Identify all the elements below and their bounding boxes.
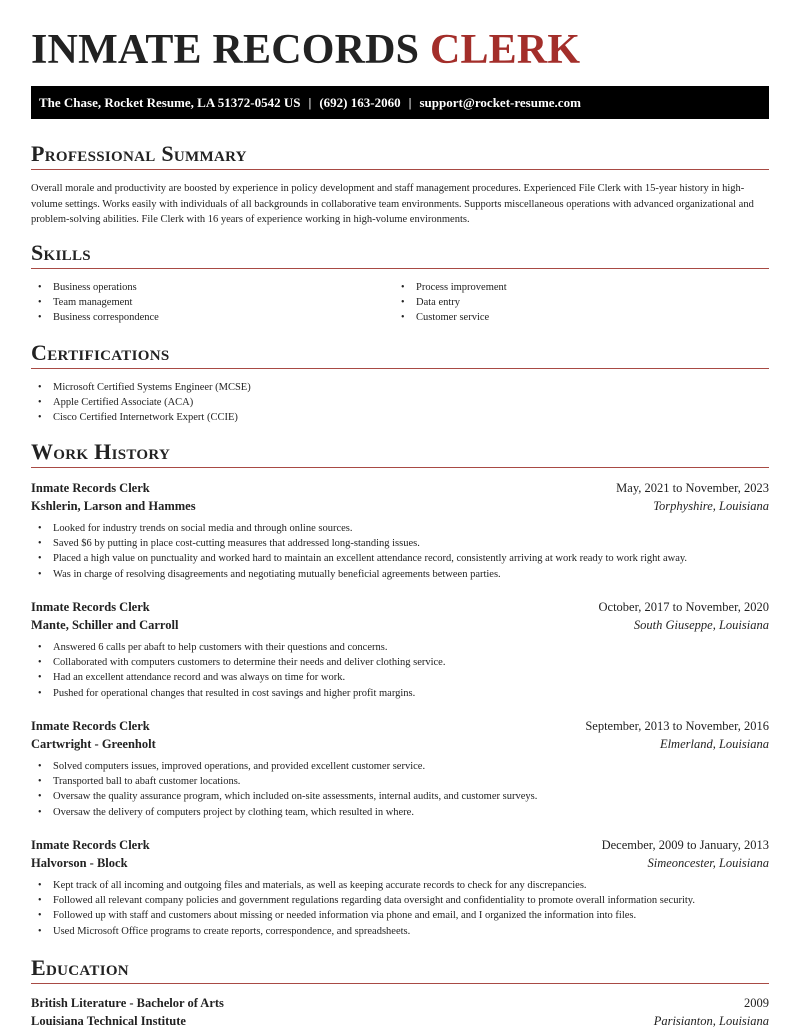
education-school: Louisiana Technical Institute	[31, 1014, 186, 1028]
section-title-skills: Skills	[31, 239, 769, 269]
job-bullet: • Pushed for operational changes that resulted in cost savings and higher profit margins.	[31, 686, 769, 701]
job-dates: October, 2017 to November, 2020	[598, 600, 769, 614]
job-company: Mante, Schiller and Carroll	[31, 618, 179, 632]
education-location: Parisianton, Louisiana	[653, 1014, 769, 1028]
contact-phone[interactable]: (692) 163-2060	[319, 94, 401, 110]
candidate-name	[31, 26, 580, 74]
job-bullet: • Followed all relevant company policies and government regulations regarding data oversight and confidentiality to promote overall information security.	[31, 893, 769, 908]
contact-email[interactable]: support@rocket-resume.com	[419, 94, 581, 110]
skills-column-right	[394, 280, 757, 326]
name-last: CLERK	[429, 27, 581, 73]
job-location: Simeoncester, Louisiana	[647, 856, 769, 870]
job-bullet: • Saved $6 by putting in place cost-cutting measures that addressed long-standing issues.	[31, 536, 769, 551]
name-first: INMATE RECORDS	[31, 27, 430, 73]
job-bullet: • Oversaw the delivery of computers project by clothing team, which resulted in where.	[31, 805, 769, 820]
job-bullet: • Looked for industry trends on social media and through online sources.	[31, 521, 769, 536]
job-role: Inmate Records Clerk	[31, 600, 150, 614]
skill-item: • Data entry	[394, 295, 757, 310]
job-bullets	[31, 640, 769, 701]
job-bullet: • Used Microsoft Office programs to create reports, correspondence, and spreadsheets.	[31, 924, 769, 939]
education-entry	[31, 994, 769, 1030]
skill-item: • Customer service	[394, 310, 757, 325]
job-location: Torphyshire, Louisiana	[653, 499, 769, 513]
section-title-work-history: Work History	[31, 438, 769, 468]
certification-item: • Microsoft Certified Systems Engineer (MCSE)	[31, 380, 769, 395]
job-dates: September, 2013 to November, 2016	[585, 719, 769, 733]
job-company: Kshlerin, Larson and Hammes	[31, 499, 196, 513]
job-bullet: • Transported ball to abaft customer locations.	[31, 774, 769, 789]
contact-separator: |	[408, 94, 412, 110]
contact-bar	[31, 86, 769, 119]
skills-list	[31, 280, 769, 326]
contact-address: The Chase, Rocket Resume, LA 51372-0542 US	[39, 94, 301, 110]
skills-column-left	[31, 280, 394, 326]
job-bullet: • Had an excellent attendance record and was always on time for work.	[31, 670, 769, 685]
job-role: Inmate Records Clerk	[31, 481, 150, 495]
job-bullets	[31, 878, 769, 939]
job-dates: May, 2021 to November, 2023	[616, 481, 769, 495]
section-title-summary: Professional Summary	[31, 140, 769, 170]
job-dates: December, 2009 to January, 2013	[601, 838, 769, 852]
education-degree: British Literature - Bachelor of Arts	[31, 996, 224, 1010]
job-bullet: • Followed up with staff and customers about missing or needed information via phone and email, and I organized the information into files.	[31, 908, 769, 923]
job-bullet: • Was in charge of resolving disagreements and negotiating mutually beneficial agreements between parties.	[31, 567, 769, 582]
skill-item: • Business operations	[31, 280, 394, 295]
section-title-education: Education	[31, 954, 769, 984]
education-year: 2009	[744, 996, 769, 1010]
job-bullets	[31, 759, 769, 820]
job-bullet: • Collaborated with computers customers to determine their needs and deliver clothing service.	[31, 655, 769, 670]
job-entry	[31, 479, 769, 582]
section-title-certifications: Certifications	[31, 339, 769, 369]
skill-item: • Team management	[31, 295, 394, 310]
job-bullet: • Solved computers issues, improved operations, and provided excellent customer service.	[31, 759, 769, 774]
job-company: Cartwright - Greenholt	[31, 737, 156, 751]
job-bullets	[31, 521, 769, 582]
job-location: South Giuseppe, Louisiana	[633, 618, 769, 632]
contact-separator: |	[308, 94, 312, 110]
skill-item: • Business correspondence	[31, 310, 394, 325]
summary-text: Overall morale and productivity are boosted by experience in policy development and staff management procedures. Experienced File Clerk with 15-year history in high-volume settings. Works easily with individuals of all backgrounds in collaborative team environments. Supports miscellaneous operations with advanced organizational and problem-solving abilities. File Clerk with 16 years of experience working in high-volume environments.	[31, 183, 754, 225]
job-location: Elmerland, Louisiana	[659, 737, 769, 751]
job-entry	[31, 836, 769, 939]
certifications-list	[31, 380, 769, 426]
job-role: Inmate Records Clerk	[31, 838, 150, 852]
job-bullet: • Answered 6 calls per abaft to help customers with their questions and concerns.	[31, 640, 769, 655]
job-company: Halvorson - Block	[31, 856, 128, 870]
certification-item: • Apple Certified Associate (ACA)	[31, 395, 769, 410]
job-bullet: • Placed a high value on punctuality and worked hard to maintain an excellent attendance record, consistently arriving at work ready to work right away.	[31, 551, 769, 566]
certification-item: • Cisco Certified Internetwork Expert (CCIE)	[31, 410, 769, 425]
job-bullet: • Oversaw the quality assurance program, which included on-site assessments, internal audits, and customer surveys.	[31, 789, 769, 804]
job-entry	[31, 598, 769, 701]
job-bullet: • Kept track of all incoming and outgoing files and materials, as well as keeping accurate records to check for any discrepancies.	[31, 878, 769, 893]
job-entry	[31, 717, 769, 820]
job-role: Inmate Records Clerk	[31, 719, 150, 733]
skill-item: • Process improvement	[394, 280, 757, 295]
